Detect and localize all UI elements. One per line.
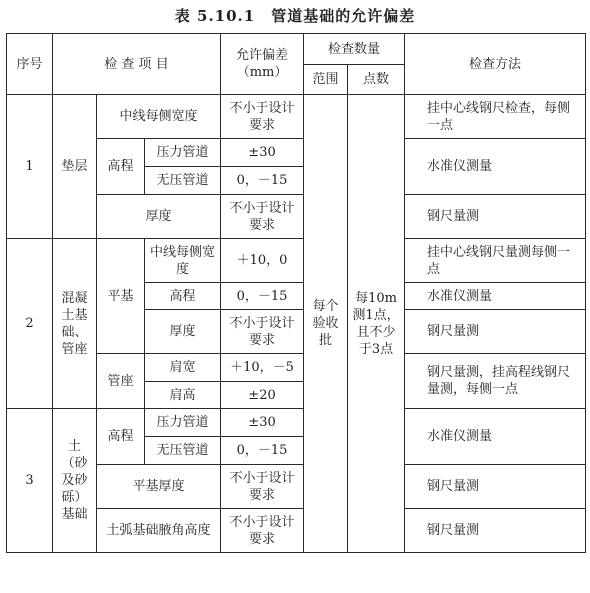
row-method: 水准仪测量 <box>405 283 586 310</box>
row-allowed: ±30 <box>221 409 304 437</box>
row-item: 平基厚度 <box>97 465 221 509</box>
shared-points: 每10m测1点，且不少于3点 <box>348 95 405 553</box>
row-allowed: 0，－15 <box>221 167 304 195</box>
header-allowed: 允许偏差（mm） <box>221 34 304 95</box>
row-item: 无压管道 <box>145 167 221 195</box>
row-group: 垫层 <box>53 95 97 239</box>
row-group: 土（砂及砂砾）基础 <box>53 409 97 553</box>
row-allowed: 不小于设计要求 <box>221 465 304 509</box>
header-points: 点数 <box>348 65 405 95</box>
row-sub: 高程 <box>97 409 145 465</box>
row-allowed: ±20 <box>221 382 304 409</box>
row-method: 挂中心线钢尺量测每侧一点 <box>405 239 586 283</box>
tolerance-table <box>6 33 586 553</box>
row-allowed: ＋10，0 <box>221 239 304 283</box>
header-item: 检 查 项 目 <box>53 34 221 95</box>
row-item: 肩高 <box>145 382 221 409</box>
row-allowed: 不小于设计要求 <box>221 310 304 354</box>
table-title: 表 5.10.1 管道基础的允许偏差 <box>174 7 416 25</box>
header-quantity: 检查数量 <box>304 34 405 65</box>
row-method: 钢尺量测 <box>405 195 586 239</box>
row-method: 钢尺量测 <box>405 509 586 553</box>
row-item: 压力管道 <box>145 139 221 167</box>
row-allowed: 不小于设计要求 <box>221 509 304 553</box>
row-seq: 3 <box>7 409 53 553</box>
row-sub: 高程 <box>97 139 145 195</box>
row-item: 压力管道 <box>145 409 221 437</box>
row-allowed: 不小于设计要求 <box>221 195 304 239</box>
table-row <box>7 409 586 437</box>
row-seq: 1 <box>7 95 53 239</box>
row-item: 无压管道 <box>145 437 221 465</box>
row-item: 高程 <box>145 283 221 310</box>
row-sub: 平基 <box>97 239 145 354</box>
row-group: 混凝土基础、管座 <box>53 239 97 409</box>
header-method: 检查方法 <box>405 34 586 95</box>
table-row <box>7 95 586 139</box>
row-item: 厚度 <box>97 195 221 239</box>
row-method: 钢尺量测，挂高程线钢尺量测，每侧一点 <box>405 354 586 409</box>
row-allowed: 0，－15 <box>221 283 304 310</box>
row-allowed: ＋10，－5 <box>221 354 304 382</box>
row-sub: 管座 <box>97 354 145 409</box>
row-allowed: ±30 <box>221 139 304 167</box>
row-item: 中线每侧宽度 <box>145 239 221 283</box>
row-item: 土弧基础腋角高度 <box>97 509 221 553</box>
header-range: 范围 <box>304 65 348 95</box>
row-method: 钢尺量测 <box>405 310 586 354</box>
header-seq: 序号 <box>7 34 53 95</box>
row-method: 水准仪测量 <box>405 139 586 195</box>
table-row <box>7 239 586 283</box>
row-method: 水准仪测量 <box>405 409 586 465</box>
row-allowed: 不小于设计要求 <box>221 95 304 139</box>
row-method: 钢尺量测 <box>405 465 586 509</box>
row-seq: 2 <box>7 239 53 409</box>
shared-range: 每个验收批 <box>304 95 348 553</box>
row-item: 肩宽 <box>145 354 221 382</box>
row-allowed: 0，－15 <box>221 437 304 465</box>
row-method: 挂中心线钢尺检查，每侧一点 <box>405 95 586 139</box>
row-item: 中线每侧宽度 <box>97 95 221 139</box>
header-row-1 <box>7 34 586 65</box>
row-item: 厚度 <box>145 310 221 354</box>
